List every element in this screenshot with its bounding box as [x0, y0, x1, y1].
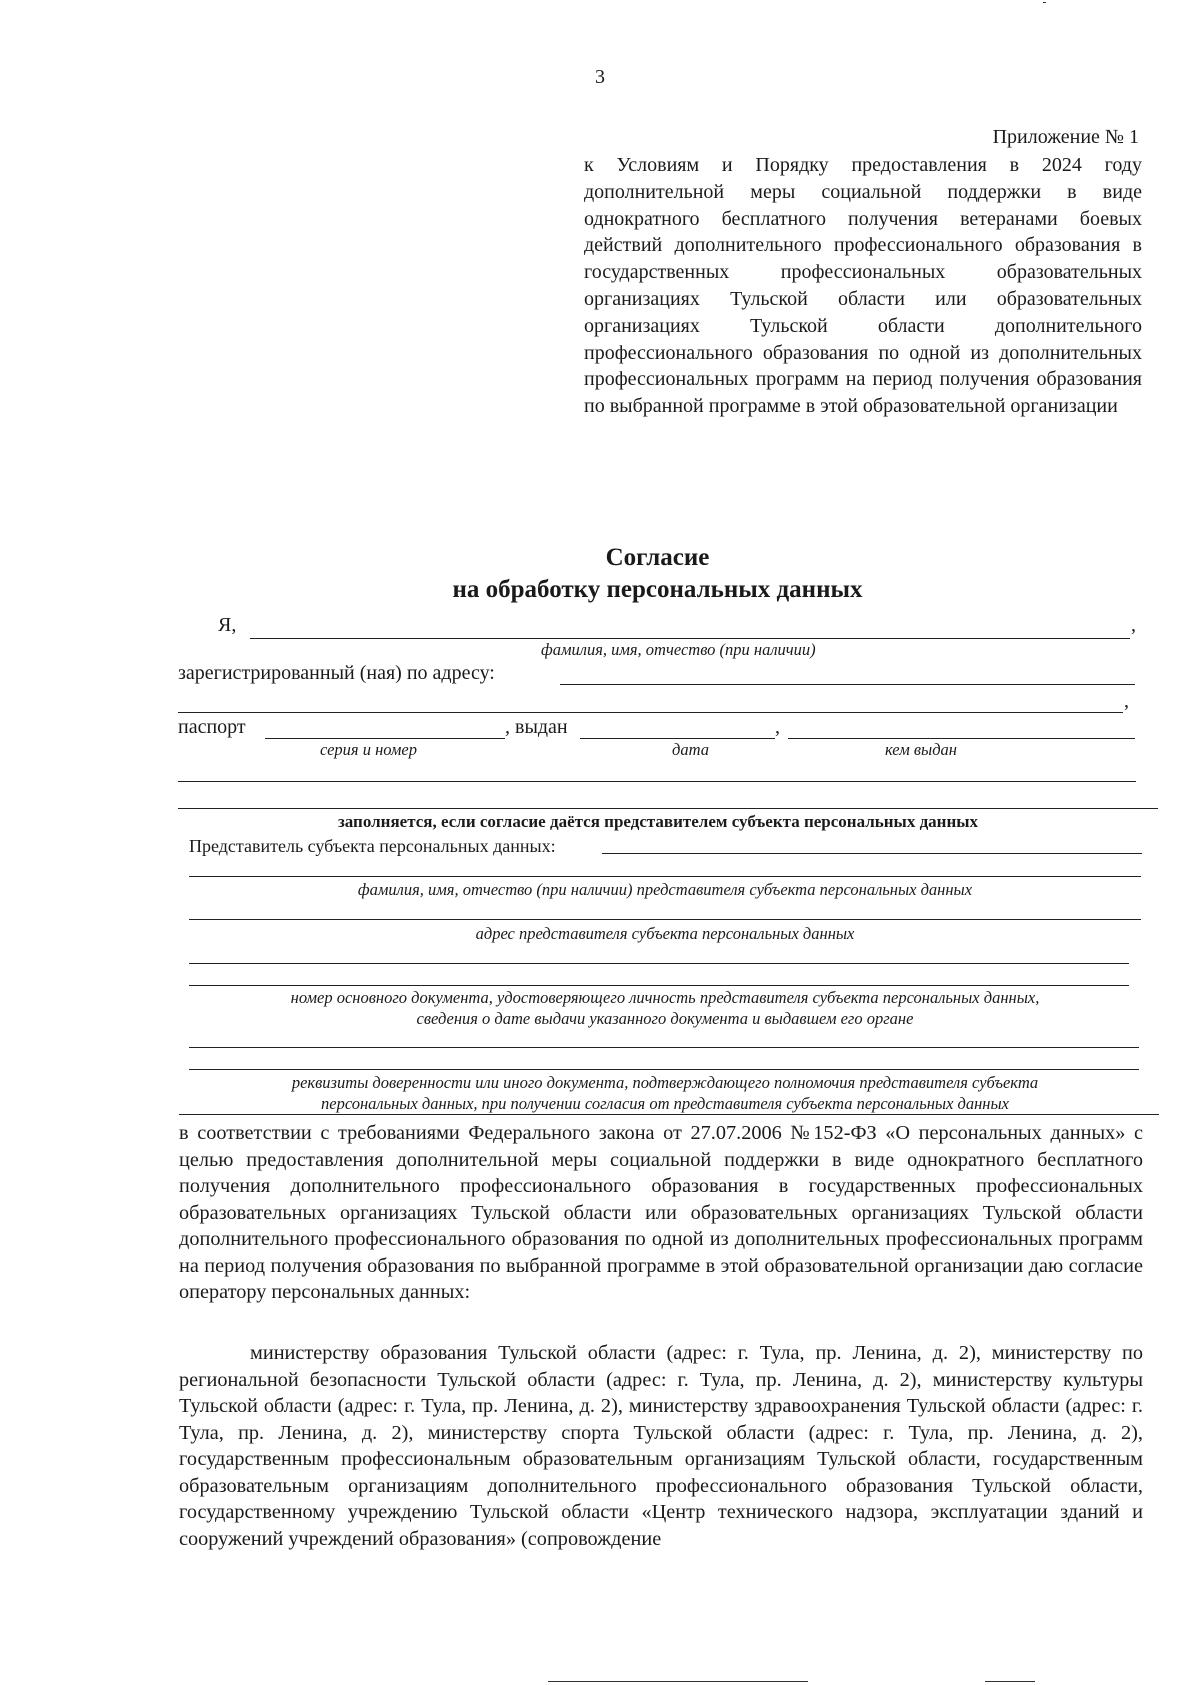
issue-date-line[interactable]	[580, 738, 775, 739]
fio-comma: ,	[1131, 614, 1136, 636]
fio-caption: фамилия, имя, отчество (при наличии)	[541, 640, 816, 659]
issuer-line-2[interactable]	[178, 781, 1136, 782]
issuer-line[interactable]	[788, 738, 1135, 739]
consent-paragraph-2: министерству образования Тульской области (адрес: г. Тула, пр. Ленина, д. 2), министерству по региональной безопасности Тульской области (адрес: г. Тула, пр. Ленина, д. 2), министерству культуры Тульской области (адрес: г. Тула, пр. Ленина, д. 2), министерству здравоохранения Тульской области (адрес: г. Тула, пр. Ленина, д. 2), министерству спорта Тульской области (адрес: г. Тула, пр. Ленина, д. 2), государственным профессиональным образовательным организациям Тульской области, государственным образовательным организациям дополнительного профессионального образования Тульской области, государственному учреждению Тульской области «Центр технического надзора, эксплуатации зданий и сооружений учреждений образования» (сопровождение	[179, 1342, 1143, 1550]
document-title	[0, 542, 1200, 606]
rep-address-line[interactable]	[189, 919, 1141, 920]
date-caption: дата	[672, 740, 709, 759]
passport-label: паспорт	[178, 716, 246, 738]
issuer-caption: кем выдан	[885, 740, 957, 759]
rep-power-caption-2: персональных данных, при получении согласия от представителя субъекта персональных данных	[321, 1094, 1009, 1113]
appendix-text: к Условиям и Порядку предоставления в 2024 году дополнительной меры социальной поддержки в виде однократного бесплатного получения ветеранами боевых действий дополнительного профессионального образования в государственных профессиональных образовательных организациях Тульской области или образовательных организациях Тульской области дополнительного профессионального образования по одной из дополнительных профессиональных программ на период получения образования по выбранной программе в этой образовательной организации	[584, 154, 1142, 418]
rep-doc-line-1[interactable]	[189, 963, 1129, 964]
representative-label: Представитель субъекта персональных данных:	[189, 836, 556, 856]
scan-mark	[1043, 2, 1046, 3]
i-label: Я,	[218, 614, 237, 636]
rep-power-line-1[interactable]	[189, 1047, 1139, 1048]
address-field-line-2[interactable]	[178, 712, 1123, 713]
address-field-line[interactable]	[560, 684, 1135, 685]
rep-address-caption: адрес представителя субъекта персональных данных	[475, 924, 855, 943]
consent-paragraph-1: в соответствии с требованиями Федерального закона от 27.07.2006 №152-ФЗ «О персональных данных» с целью предоставления дополнительной меры социальной поддержки в виде однократного бесплатного получения дополнительного профессионального образования в государственных профессиональных образовательных организациях Тульской области или образовательных организациях Тульской области дополнительного профессионального образования по одной из дополнительных профессиональных программ на период получения образования по выбранной программе в этой образовательной организации даю согласие оператору персональных данных:	[179, 1122, 1143, 1303]
representative-field-line[interactable]	[602, 853, 1142, 854]
title-line-1: Согласие	[605, 544, 710, 571]
representative-note: заполняется, если согласие даётся представителем субъекта персональных данных	[337, 812, 979, 831]
title-line-2: на обработку персональных данных	[452, 576, 863, 603]
section-divider	[178, 808, 1158, 809]
rep-doc-caption-2: сведения о дате выдачи указанного документа и выдавшем его органе	[416, 1009, 914, 1028]
passport-number-line[interactable]	[265, 738, 505, 739]
rep-fio-line[interactable]	[189, 876, 1141, 877]
series-caption: серия и номер	[320, 740, 418, 759]
rep-power-line-2[interactable]	[189, 1069, 1139, 1070]
appendix-heading: Приложение № 1	[992, 126, 1139, 148]
address-label: зарегистрированный (ная) по адресу:	[178, 662, 495, 684]
scan-mark	[985, 1681, 1035, 1682]
scan-mark	[548, 1681, 808, 1682]
fio-field-line[interactable]	[250, 638, 1130, 639]
rep-power-caption-1: реквизиты доверенности или иного документа, подтверждающего полномочия представителя субъекта	[291, 1073, 1039, 1092]
rep-doc-line-2[interactable]	[189, 985, 1129, 986]
issued-comma: ,	[775, 716, 780, 738]
issued-label: , выдан	[505, 716, 568, 738]
address-comma: ,	[1124, 690, 1129, 712]
rep-doc-caption-1: номер основного документа, удостоверяющего личность представителя субъекта персональных данных,	[290, 988, 1040, 1007]
page-number: 3	[595, 66, 605, 88]
representative-section-end	[179, 1114, 1159, 1115]
rep-fio-caption: фамилия, имя, отчество (при наличии) представителя субъекта персональных данных	[357, 880, 973, 899]
